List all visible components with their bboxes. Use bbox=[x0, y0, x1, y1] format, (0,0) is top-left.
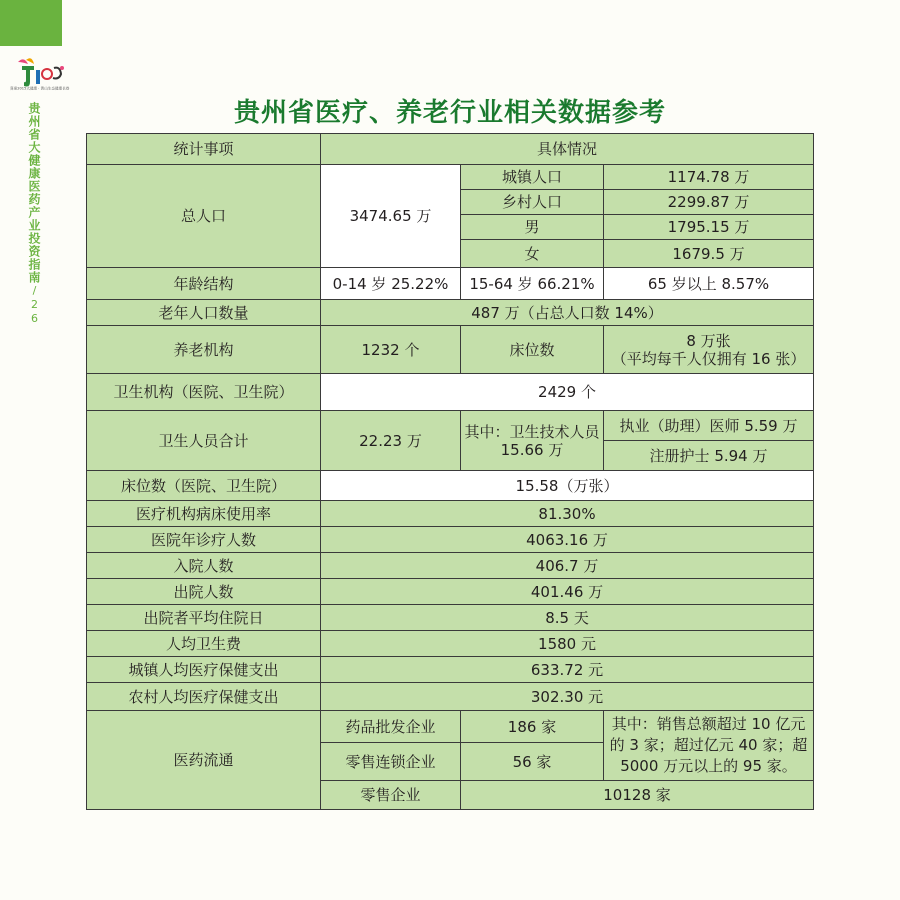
elderly-label: 老年人口数量 bbox=[87, 300, 321, 326]
table-row bbox=[87, 683, 814, 711]
logo-caption: 喜迎2015大健康 · 黄山生态健康长卷 bbox=[10, 86, 70, 91]
table-row bbox=[87, 300, 814, 326]
header-item: 统计事项 bbox=[87, 134, 321, 165]
health-inst-label: 卫生机构（医院、卫生院） bbox=[87, 374, 321, 411]
row-label: 医疗机构病床使用率 bbox=[87, 501, 321, 527]
pharma-note: 其中：销售总额超过 10 亿元的 3 家；超过亿元 40 家；超 5000 万元以上的 95 家。 bbox=[604, 711, 814, 781]
table-row bbox=[87, 605, 814, 631]
health-staff-doctor: 执业（助理）医师 5.59 万 bbox=[604, 411, 814, 441]
table-row bbox=[87, 579, 814, 605]
row-value: 4063.16 万 bbox=[321, 527, 814, 553]
row-value: 15.58（万张） bbox=[321, 471, 814, 501]
age-15-64: 15-64 岁 66.21% bbox=[461, 268, 604, 300]
row-label: 人均卫生费 bbox=[87, 631, 321, 657]
table-row bbox=[87, 711, 814, 743]
header-detail: 具体情况 bbox=[321, 134, 814, 165]
row-label: 出院人数 bbox=[87, 579, 321, 605]
eldercare-label: 养老机构 bbox=[87, 326, 321, 374]
urban-label: 城镇人口 bbox=[461, 165, 604, 190]
wholesale-label: 药品批发企业 bbox=[321, 711, 461, 743]
rural-value: 2299.87 万 bbox=[604, 190, 814, 215]
population-total: 3474.65 万 bbox=[321, 165, 461, 268]
male-label: 男 bbox=[461, 215, 604, 240]
female-value: 1679.5 万 bbox=[604, 240, 814, 268]
eldercare-beds-line2: （平均每千人仅拥有 16 张） bbox=[611, 349, 806, 368]
health-staff-nurse: 注册护士 5.94 万 bbox=[604, 441, 814, 471]
table-row bbox=[87, 471, 814, 501]
row-value: 406.7 万 bbox=[321, 553, 814, 579]
table-row bbox=[87, 326, 814, 374]
wholesale-value: 186 家 bbox=[461, 711, 604, 743]
age-label: 年龄结构 bbox=[87, 268, 321, 300]
health-staff-total: 22.23 万 bbox=[321, 411, 461, 471]
row-value: 302.30 元 bbox=[321, 683, 814, 711]
male-value: 1795.15 万 bbox=[604, 215, 814, 240]
row-label: 农村人均医疗保健支出 bbox=[87, 683, 321, 711]
elderly-value: 487 万（占总人口数 14%） bbox=[321, 300, 814, 326]
table-row bbox=[87, 411, 814, 441]
table-row bbox=[87, 657, 814, 683]
sidebar-guide-title: 贵州省大健康医药产业投资指南 bbox=[27, 102, 41, 284]
row-value: 633.72 元 bbox=[321, 657, 814, 683]
chain-value: 56 家 bbox=[461, 743, 604, 781]
population-label: 总人口 bbox=[87, 165, 321, 268]
row-label: 城镇人均医疗保健支出 bbox=[87, 657, 321, 683]
eldercare-beds-line1: 8 万张 bbox=[686, 331, 731, 350]
eldercare-count: 1232 个 bbox=[321, 326, 461, 374]
table-row bbox=[87, 501, 814, 527]
retail-value: 10128 家 bbox=[461, 781, 814, 810]
retail-label: 零售企业 bbox=[321, 781, 461, 810]
row-label: 医院年诊疗人数 bbox=[87, 527, 321, 553]
page-number: /26 bbox=[28, 284, 41, 326]
table-row bbox=[87, 268, 814, 300]
age-0-14: 0-14 岁 25.22% bbox=[321, 268, 461, 300]
row-value: 401.46 万 bbox=[321, 579, 814, 605]
row-label: 出院者平均住院日 bbox=[87, 605, 321, 631]
table-row bbox=[87, 553, 814, 579]
health-staff-tech: 其中：卫生技术人员 15.66 万 bbox=[461, 411, 604, 471]
row-value: 81.30% bbox=[321, 501, 814, 527]
table-row bbox=[87, 631, 814, 657]
table-header-row bbox=[87, 134, 814, 165]
pharma-label: 医药流通 bbox=[87, 711, 321, 810]
row-value: 8.5 天 bbox=[321, 605, 814, 631]
statistics-table bbox=[86, 133, 814, 810]
rural-label: 乡村人口 bbox=[461, 190, 604, 215]
sidebar-vertical-title bbox=[24, 102, 44, 326]
table-row bbox=[87, 165, 814, 190]
row-label: 入院人数 bbox=[87, 553, 321, 579]
urban-value: 1174.78 万 bbox=[604, 165, 814, 190]
table-row bbox=[87, 374, 814, 411]
chain-label: 零售连锁企业 bbox=[321, 743, 461, 781]
corner-accent-block bbox=[0, 0, 62, 46]
health-inst-value: 2429 个 bbox=[321, 374, 814, 411]
eldercare-beds-label: 床位数 bbox=[461, 326, 604, 374]
eldercare-beds-value bbox=[604, 326, 814, 374]
table-row bbox=[87, 527, 814, 553]
page-title: 贵州省医疗、养老行业相关数据参考 bbox=[233, 98, 666, 128]
row-label: 床位数（医院、卫生院） bbox=[87, 471, 321, 501]
health-staff-label: 卫生人员合计 bbox=[87, 411, 321, 471]
age-65-plus: 65 岁以上 8.57% bbox=[604, 268, 814, 300]
female-label: 女 bbox=[461, 240, 604, 268]
row-value: 1580 元 bbox=[321, 631, 814, 657]
